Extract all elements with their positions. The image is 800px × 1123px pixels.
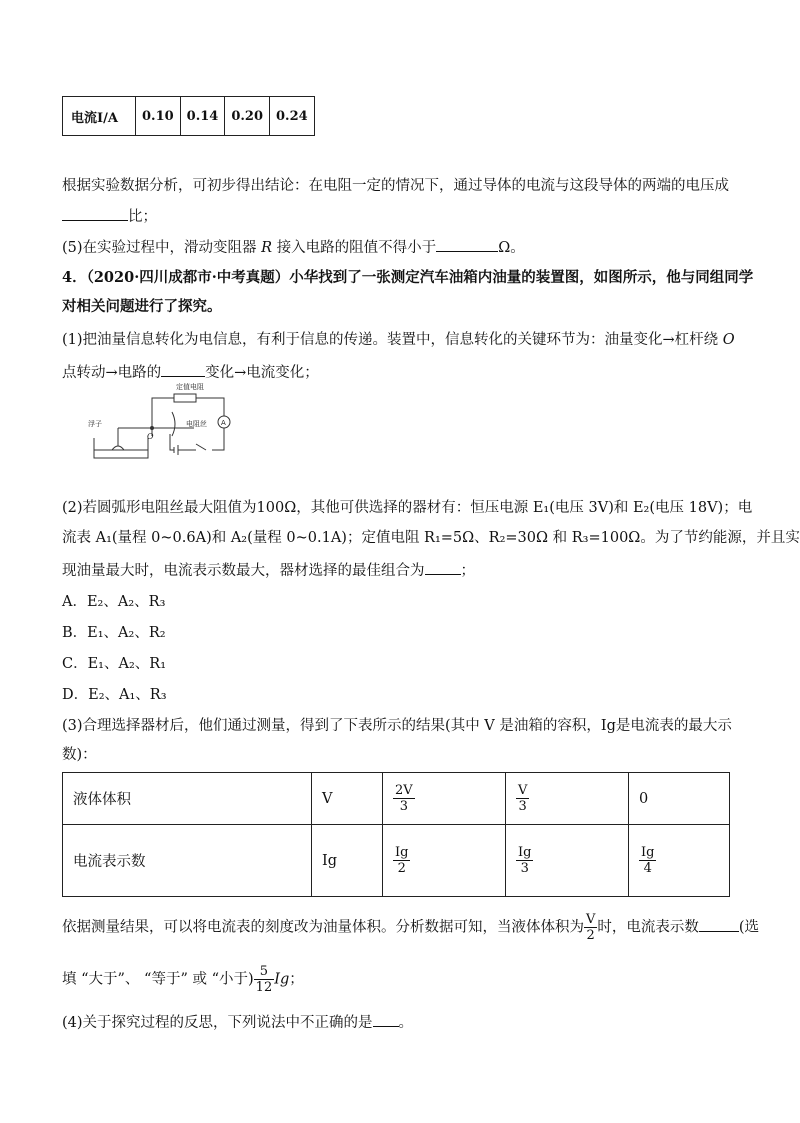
paragraph-text: 比； bbox=[128, 209, 157, 225]
table-row bbox=[63, 97, 315, 136]
option-b bbox=[62, 623, 732, 644]
fraction: $\frac{Ig}{4}$ bbox=[641, 845, 655, 876]
fraction: $\frac{Ig}{3}$ bbox=[518, 845, 532, 876]
variable-text: Ig bbox=[274, 971, 290, 988]
table-cell bbox=[383, 825, 506, 897]
table-cell bbox=[506, 825, 629, 897]
analysis-line bbox=[62, 912, 760, 943]
table-cell-label: 电流表示数 bbox=[63, 825, 312, 897]
label-ammeter: A bbox=[221, 419, 226, 427]
variable-text: R bbox=[261, 240, 273, 256]
part-2-line-2 bbox=[62, 528, 800, 549]
paragraph-text: (1)把油量信息转化为电信息，有利于信息的传递。装置中，信息转化的关键环节为：油量变化→杠杆绕 bbox=[62, 332, 719, 348]
paragraph-text: 变化→电流变化； bbox=[205, 365, 319, 381]
answer-blank bbox=[436, 237, 498, 252]
volume-current-table bbox=[62, 772, 730, 897]
part-3 bbox=[62, 716, 732, 737]
paragraph-text: 时，电流表示数 bbox=[597, 919, 699, 936]
part-1 bbox=[62, 330, 735, 351]
table-cell bbox=[506, 773, 629, 825]
table-row bbox=[63, 825, 730, 897]
part-1-line-2 bbox=[62, 362, 732, 384]
label-float: 浮子 bbox=[88, 420, 102, 428]
paragraph-text: 4．（2020·四川成都市·中考真题）小华找到了一张测定汽车油箱内油量的装置图，如图所示，他与同组同学 bbox=[62, 269, 754, 286]
fraction: $\frac{Ig}{2}$ bbox=[395, 845, 409, 876]
paragraph-text: (选 bbox=[738, 919, 760, 936]
table-cell: 0.10 bbox=[136, 97, 181, 136]
fraction: $\frac{V}{3}$ bbox=[518, 783, 528, 814]
paragraph-text: ； bbox=[289, 971, 304, 988]
paragraph-text: 根据实验数据分析，可初步得出结论：在电阻一定的情况下，通过导体的电流与这段导体的两端的电压成 bbox=[62, 178, 729, 194]
table-cell: Ig bbox=[312, 825, 383, 897]
table-row bbox=[63, 773, 730, 825]
table-cell-label: 电流I/A bbox=[63, 97, 136, 136]
part-3-line-2 bbox=[62, 745, 732, 766]
answer-blank bbox=[373, 1012, 399, 1027]
paragraph-text: 依据测量结果，可以将电流表的刻度改为油量体积。分析数据可知，当液体体积为 bbox=[62, 919, 584, 936]
option-c bbox=[62, 654, 732, 675]
paragraph-text: (3)合理选择器材后，他们通过测量，得到了下表所示的结果(其中 V 是油箱的容积，Ig是电流表的最大示 bbox=[62, 718, 732, 734]
part-2 bbox=[62, 498, 753, 519]
paragraph-text: Ω。 bbox=[498, 240, 525, 256]
fraction-five-twelfths: $\frac{5}{12}$ bbox=[255, 964, 273, 995]
table-cell: 0.14 bbox=[180, 97, 225, 136]
paragraph-text: 对相关问题进行了探究。 bbox=[62, 298, 222, 315]
option-text: A．E₂、A₂、R₃ bbox=[62, 594, 166, 610]
paragraph-text: ； bbox=[460, 563, 475, 579]
table-cell: 0.20 bbox=[225, 97, 270, 136]
paragraph-text: 点转动→电路的 bbox=[62, 365, 162, 381]
option-text: D．E₂、A₁、R₃ bbox=[62, 687, 167, 703]
table-cell: V bbox=[312, 773, 383, 825]
paragraph-text: 。 bbox=[398, 1015, 414, 1031]
paragraph-text: (2)若圆弧形电阻丝最大阻值为100Ω，其他可供选择的器材有：恒压电源 E₁(电压 3V)和 E₂(电压 18V)；电 bbox=[62, 500, 753, 516]
paragraph-text: 流表 A₁(量程 0~0.6A)和 A₂(量程 0~0.1A)；定值电阻 R₁=5Ω、R₂=30Ω 和 R₃=100Ω。为了节约能源，并且实 bbox=[62, 530, 800, 546]
question-4-title bbox=[62, 267, 754, 289]
table-cell bbox=[383, 773, 506, 825]
part-4 bbox=[62, 1012, 732, 1034]
table-cell: 0.24 bbox=[270, 97, 315, 136]
answer-blank bbox=[699, 917, 739, 932]
conclusion-line-2 bbox=[62, 206, 732, 228]
current-data-table bbox=[62, 96, 315, 136]
question-4-title-2 bbox=[62, 296, 732, 318]
label-pivot-o: O bbox=[147, 432, 154, 441]
table-cell: 0 bbox=[629, 773, 730, 825]
option-d bbox=[62, 685, 732, 706]
table-cell-label: 液体体积 bbox=[63, 773, 312, 825]
conclusion-line bbox=[62, 176, 732, 197]
answer-blank bbox=[161, 362, 205, 377]
variable-text: O bbox=[722, 332, 735, 348]
answer-blank bbox=[425, 560, 461, 575]
label-resistance-wire: 电阻丝 bbox=[186, 420, 207, 428]
paragraph-text: 填 “大于”、 “等于” 或 “小于) bbox=[62, 971, 254, 988]
answer-blank bbox=[62, 206, 128, 221]
fuel-gauge-circuit-diagram bbox=[74, 383, 244, 460]
option-a bbox=[62, 592, 732, 613]
fraction-v-half: $\frac{V}{2}$ bbox=[586, 912, 596, 943]
paragraph-text: (4)关于探究过程的反思，下列说法中不正确的是 bbox=[62, 1015, 373, 1031]
part-2-line-3 bbox=[62, 560, 732, 582]
paragraph-text: 接入电路的阻值不得小于 bbox=[276, 240, 437, 256]
analysis-line-2 bbox=[62, 964, 732, 995]
paragraph-text: 现油量最大时，电流表示数最大，器材选择的最佳组合为 bbox=[62, 563, 425, 579]
label-fixed-resistor: 定值电阻 bbox=[176, 383, 204, 391]
question-5 bbox=[62, 237, 732, 259]
table-cell bbox=[629, 825, 730, 897]
option-text: B．E₁、A₂、R₂ bbox=[62, 625, 166, 641]
fraction: $\frac{2V}{3}$ bbox=[395, 783, 413, 814]
paragraph-text: 数)： bbox=[62, 747, 97, 763]
option-text: C．E₁、A₂、R₁ bbox=[62, 656, 167, 672]
paragraph-text: (5)在实验过程中，滑动变阻器 bbox=[62, 240, 257, 256]
